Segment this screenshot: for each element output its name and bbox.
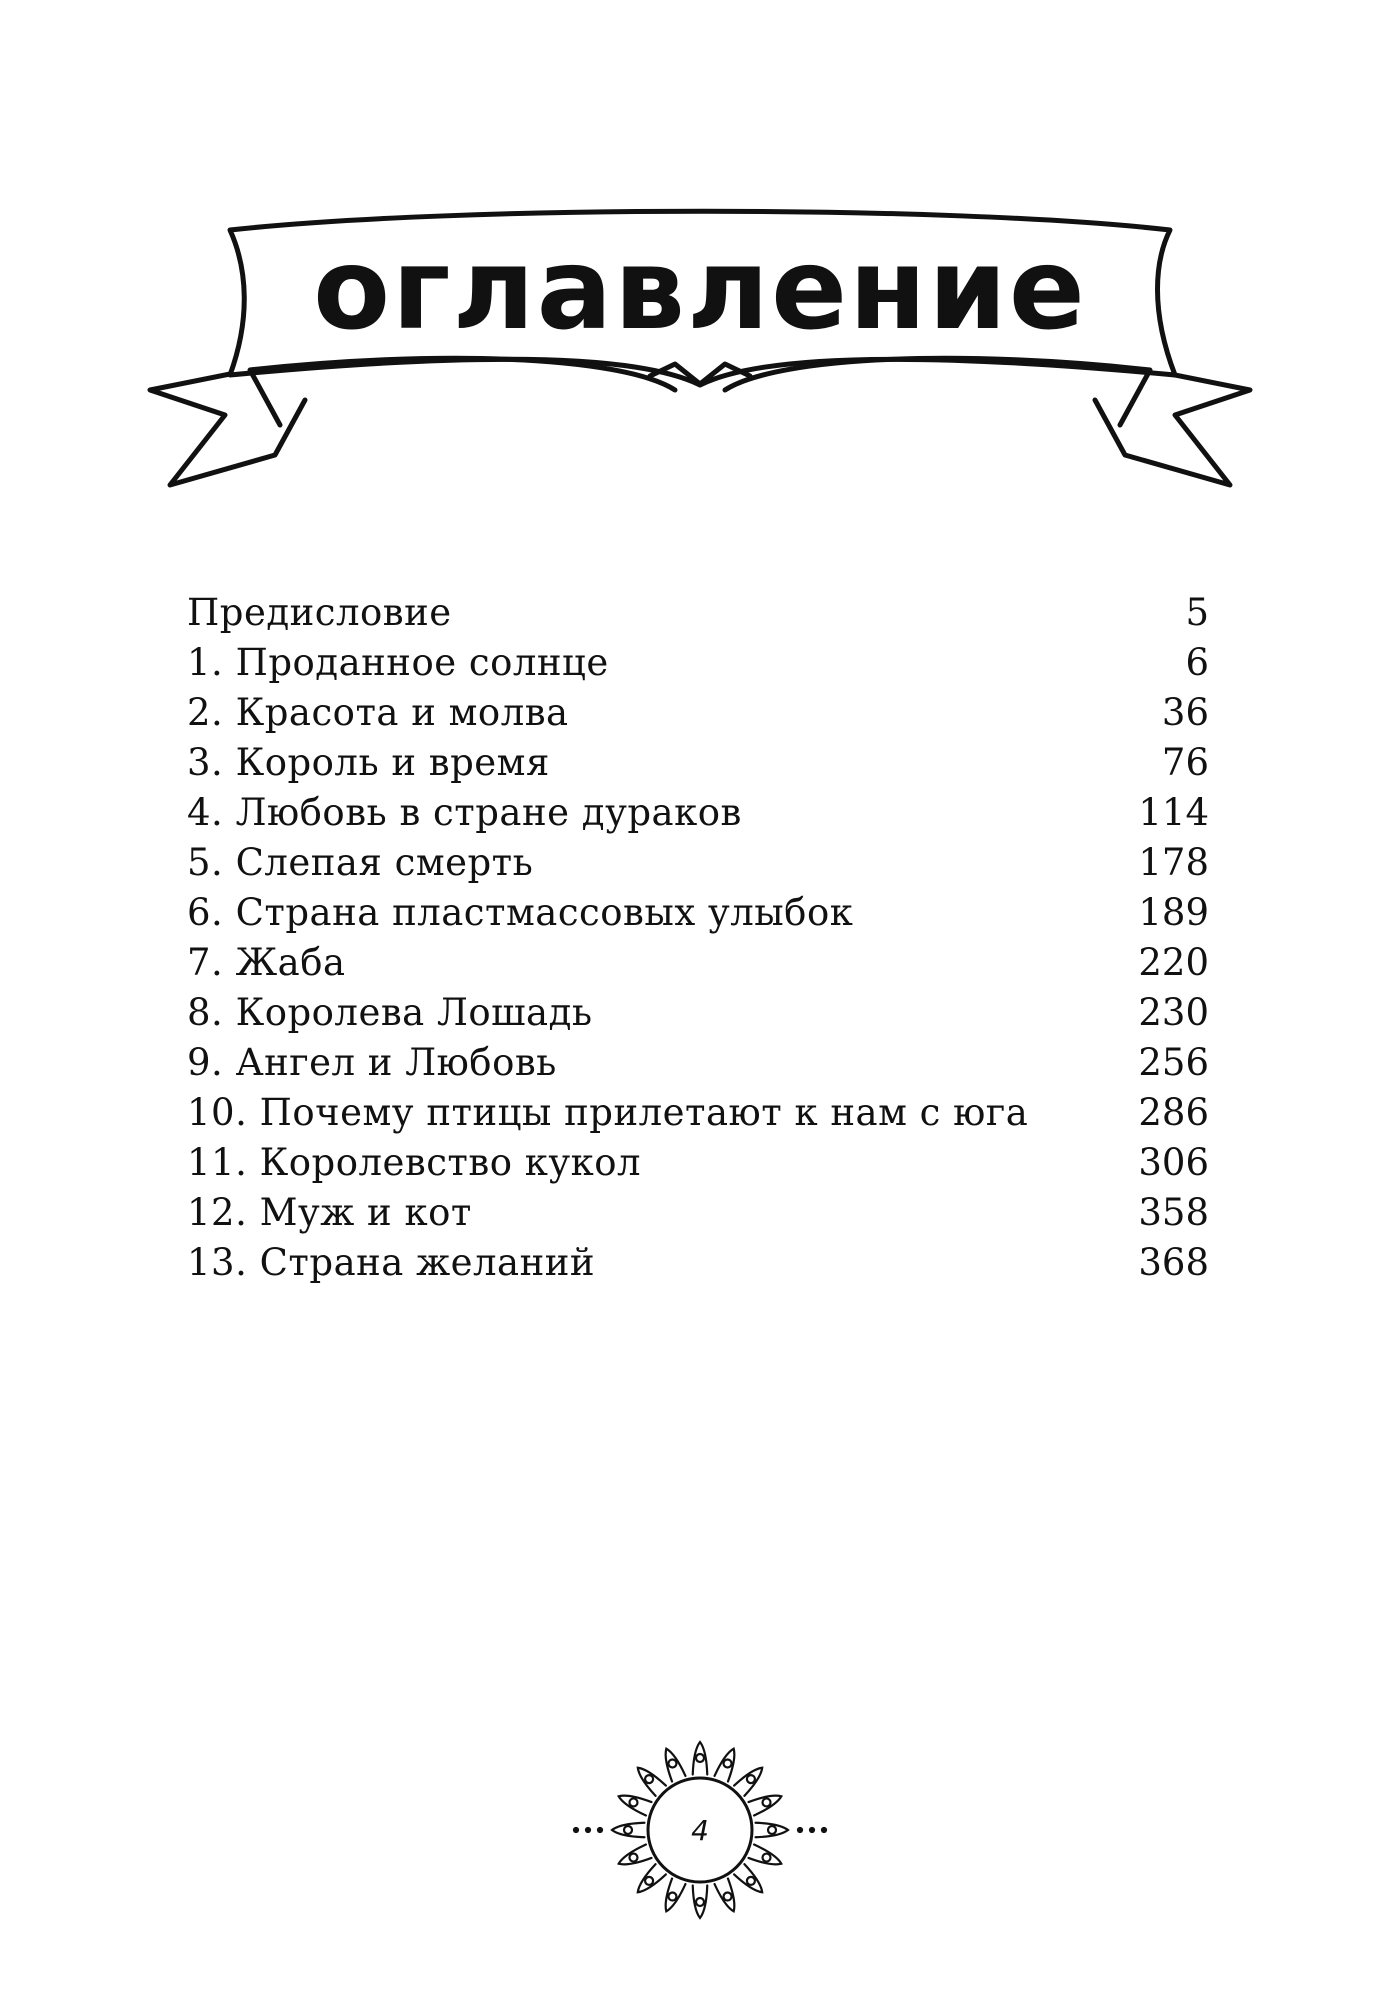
toc-entry-page: 368	[1138, 1241, 1209, 1284]
page-footer-ornament	[555, 1715, 845, 1945]
toc-entry-page: 286	[1138, 1091, 1209, 1134]
sun-curl	[624, 1826, 632, 1834]
sun-dot	[822, 1828, 826, 1832]
toc-entry	[187, 838, 1209, 888]
sun-ornament-icon	[555, 1715, 845, 1945]
toc-entry-title: 13. Страна желаний	[187, 1241, 596, 1284]
toc-entry	[187, 888, 1209, 938]
toc-entry	[187, 938, 1209, 988]
toc-entry-title: 12. Муж и кот	[187, 1191, 472, 1234]
toc-entry	[187, 688, 1209, 738]
toc-entry-page: 114	[1138, 791, 1209, 834]
toc-entry-title: 11. Королевство кукол	[187, 1141, 642, 1184]
sun-curl	[747, 1775, 755, 1783]
toc-entry-title: 9. Ангел и Любовь	[187, 1041, 557, 1084]
toc-entry	[187, 1238, 1209, 1288]
toc-entry-title: 3. Король и время	[187, 741, 550, 784]
sun-curl	[724, 1893, 732, 1901]
title-banner	[130, 200, 1270, 520]
toc-entry-page: 36	[1161, 691, 1209, 734]
ribbon-banner-icon	[130, 200, 1270, 520]
toc-entry-title: 8. Королева Лошадь	[187, 991, 593, 1034]
toc-entry	[187, 988, 1209, 1038]
sun-curl	[763, 1854, 771, 1862]
toc-entry-page: 5	[1185, 591, 1209, 634]
toc-entry-page: 220	[1138, 941, 1209, 984]
banner-title: оглавление	[313, 225, 1087, 355]
toc-entry	[187, 638, 1209, 688]
toc-entry-title: 2. Красота и молва	[187, 691, 569, 734]
toc-entry-page: 189	[1138, 891, 1209, 934]
sun-dot	[810, 1828, 814, 1832]
toc-entry-title: 10. Почему птицы прилетают к нам с юга	[187, 1091, 1029, 1134]
sun-curl	[629, 1798, 637, 1806]
toc-entry-title: 1. Проданное солнце	[187, 641, 609, 684]
sun-curl	[645, 1775, 653, 1783]
toc-entry-title: 6. Страна пластмассовых улыбок	[187, 891, 854, 934]
sun-curl	[763, 1798, 771, 1806]
toc-entry	[187, 1138, 1209, 1188]
toc-entry	[187, 1188, 1209, 1238]
sun-curl	[668, 1893, 676, 1901]
table-of-contents	[187, 588, 1209, 1288]
sun-dot	[598, 1828, 602, 1832]
toc-entry-title: 7. Жаба	[187, 941, 346, 984]
sun-dot	[574, 1828, 578, 1832]
toc-entry	[187, 1038, 1209, 1088]
sun-curl	[629, 1854, 637, 1862]
toc-entry-page: 76	[1161, 741, 1209, 784]
toc-entry-page: 178	[1138, 841, 1209, 884]
sun-curl	[747, 1877, 755, 1885]
toc-entry	[187, 1088, 1209, 1138]
sun-curl	[645, 1877, 653, 1885]
toc-entry	[187, 738, 1209, 788]
sun-dot	[798, 1828, 802, 1832]
toc-entry	[187, 588, 1209, 638]
sun-curl	[696, 1898, 704, 1906]
sun-curl	[696, 1754, 704, 1762]
sun-dot	[586, 1828, 590, 1832]
toc-entry-title: 4. Любовь в стране дураков	[187, 791, 742, 834]
page-number: 4	[691, 1814, 709, 1847]
toc-entry-page: 306	[1138, 1141, 1209, 1184]
toc-entry-page: 230	[1138, 991, 1209, 1034]
toc-entry-page: 6	[1185, 641, 1209, 684]
toc-entry-title: 5. Слепая смерть	[187, 841, 534, 884]
toc-entry-title: Предисловие	[187, 591, 452, 634]
toc-entry-page: 358	[1138, 1191, 1209, 1234]
sun-curl	[724, 1759, 732, 1767]
toc-entry-page: 256	[1138, 1041, 1209, 1084]
sun-curl	[668, 1759, 676, 1767]
sun-curl	[768, 1826, 776, 1834]
toc-entry	[187, 788, 1209, 838]
